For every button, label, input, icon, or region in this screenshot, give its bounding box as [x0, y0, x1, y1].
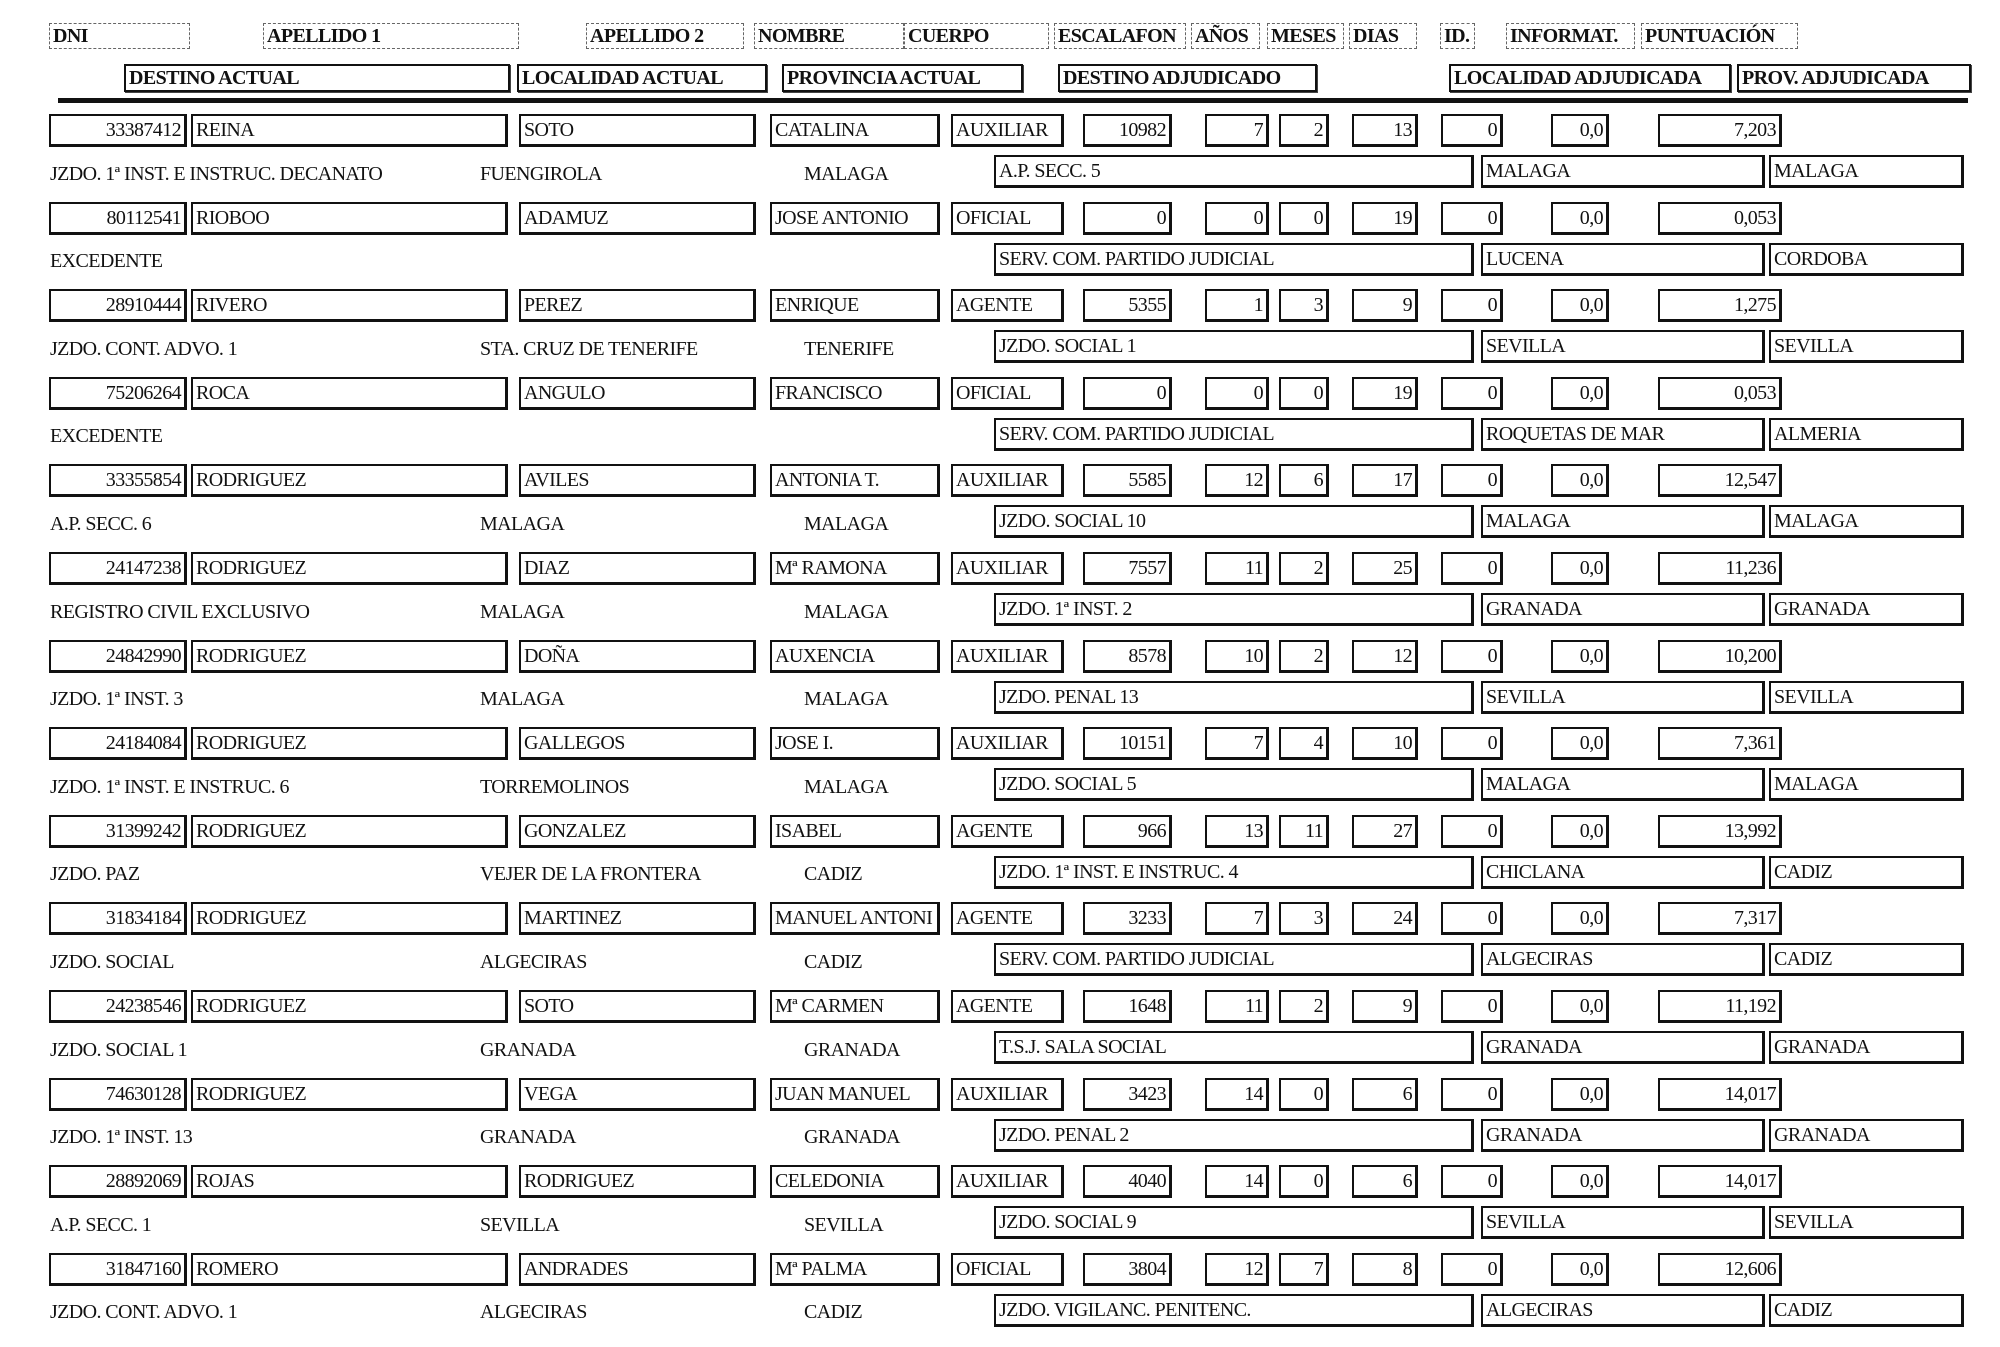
field-localidad-adjudicada: GRANADA: [1481, 1031, 1765, 1064]
field-id: 0: [1441, 727, 1503, 760]
field-apellido1: RIOBOO: [191, 202, 508, 235]
field-dni: 31847160: [49, 1253, 187, 1286]
field-anos: 0: [1205, 377, 1269, 410]
field-provincia-actual: MALAGA: [804, 775, 889, 798]
field-meses: 0: [1279, 202, 1329, 235]
field-provincia-actual: CADIZ: [804, 950, 863, 973]
field-localidad-actual: SEVILLA: [480, 1213, 560, 1236]
field-destino-actual: JZDO. 1ª INST. E INSTRUC. DECANATO: [50, 162, 383, 185]
field-provincia-actual: [801, 245, 981, 278]
field-escalafon: 0: [1083, 202, 1172, 235]
column-header-localidad-adjudicada: LOCALIDAD ADJUDICADA: [1449, 64, 1731, 92]
field-apellido1: RODRIGUEZ: [191, 815, 508, 848]
field-meses: 0: [1279, 1078, 1329, 1111]
field-id: 0: [1441, 289, 1503, 322]
field-destino-adjudicado: A.P. SECC. 5: [994, 155, 1474, 188]
field-id: 0: [1441, 114, 1503, 147]
field-destino-actual: A.P. SECC. 6: [50, 512, 152, 535]
field-cuerpo: AGENTE: [951, 815, 1064, 848]
field-cuerpo: AGENTE: [951, 289, 1064, 322]
field-puntuacion: 0,053: [1658, 377, 1782, 410]
field-provincia-actual: CADIZ: [804, 863, 863, 886]
field-apellido2: SOTO: [519, 114, 756, 147]
field-dias: 6: [1352, 1165, 1418, 1198]
field-nombre: JUAN MANUEL: [770, 1078, 940, 1111]
field-puntuacion: 13,992: [1658, 815, 1782, 848]
field-localidad-actual: [477, 245, 797, 278]
field-destino-actual: JZDO. 1ª INST. 13: [50, 1126, 193, 1149]
field-prov-adjudicada: CADIZ: [1769, 943, 1964, 976]
field-cuerpo: OFICIAL: [951, 1253, 1064, 1286]
field-dias: 19: [1352, 377, 1418, 410]
field-id: 0: [1441, 552, 1503, 585]
field-puntuacion: 7,203: [1658, 114, 1782, 147]
field-apellido2: GONZALEZ: [519, 815, 756, 848]
field-apellido1: RODRIGUEZ: [191, 902, 508, 935]
field-escalafon: 966: [1083, 815, 1172, 848]
field-meses: 3: [1279, 289, 1329, 322]
field-dias: 25: [1352, 552, 1418, 585]
field-destino-adjudicado: SERV. COM. PARTIDO JUDICIAL: [994, 943, 1474, 976]
field-anos: 10: [1205, 640, 1269, 673]
field-dias: 9: [1352, 990, 1418, 1023]
field-apellido1: RODRIGUEZ: [191, 990, 508, 1023]
field-nombre: MANUEL ANTONI: [770, 902, 940, 935]
field-cuerpo: AUXILIAR: [951, 464, 1064, 497]
field-id: 0: [1441, 815, 1503, 848]
field-meses: 11: [1279, 815, 1329, 848]
field-nombre: JOSE I.: [770, 727, 940, 760]
field-anos: 14: [1205, 1165, 1269, 1198]
field-apellido2: ADAMUZ: [519, 202, 756, 235]
field-destino-adjudicado: JZDO. SOCIAL 5: [994, 768, 1474, 801]
field-meses: 0: [1279, 377, 1329, 410]
column-header-cuerpo: CUERPO: [904, 23, 1049, 49]
field-destino-adjudicado: SERV. COM. PARTIDO JUDICIAL: [994, 418, 1474, 451]
field-destino-adjudicado: JZDO. PENAL 13: [994, 681, 1474, 714]
field-provincia-actual: MALAGA: [804, 512, 889, 535]
field-apellido1: RODRIGUEZ: [191, 640, 508, 673]
field-nombre: ENRIQUE: [770, 289, 940, 322]
field-apellido1: ROMERO: [191, 1253, 508, 1286]
field-apellido1: ROJAS: [191, 1165, 508, 1198]
field-anos: 7: [1205, 114, 1269, 147]
field-destino-actual: EXCEDENTE: [50, 250, 163, 273]
column-header-localidad-actual: LOCALIDAD ACTUAL: [517, 64, 767, 92]
field-meses: 2: [1279, 640, 1329, 673]
field-informat: 0,0: [1551, 114, 1609, 147]
field-destino-adjudicado: SERV. COM. PARTIDO JUDICIAL: [994, 243, 1474, 276]
field-escalafon: 3423: [1083, 1078, 1172, 1111]
field-dias: 12: [1352, 640, 1418, 673]
field-destino-actual: JZDO. CONT. ADVO. 1: [50, 337, 238, 360]
field-escalafon: 3233: [1083, 902, 1172, 935]
field-dias: 27: [1352, 815, 1418, 848]
field-cuerpo: AGENTE: [951, 902, 1064, 935]
field-apellido1: RODRIGUEZ: [191, 552, 508, 585]
field-cuerpo: OFICIAL: [951, 377, 1064, 410]
field-id: 0: [1441, 202, 1503, 235]
field-localidad-actual: TORREMOLINOS: [480, 775, 630, 798]
field-dias: 9: [1352, 289, 1418, 322]
field-anos: 7: [1205, 727, 1269, 760]
field-localidad-actual: [477, 420, 797, 453]
field-id: 0: [1441, 1165, 1503, 1198]
field-informat: 0,0: [1551, 990, 1609, 1023]
field-dias: 19: [1352, 202, 1418, 235]
field-puntuacion: 14,017: [1658, 1078, 1782, 1111]
field-nombre: Mª CARMEN: [770, 990, 940, 1023]
field-dni: 24238546: [49, 990, 187, 1023]
field-cuerpo: AUXILIAR: [951, 552, 1064, 585]
field-meses: 3: [1279, 902, 1329, 935]
field-anos: 1: [1205, 289, 1269, 322]
field-localidad-adjudicada: GRANADA: [1481, 593, 1765, 626]
field-prov-adjudicada: CADIZ: [1769, 1294, 1964, 1327]
field-destino-actual: JZDO. 1ª INST. E INSTRUC. 6: [50, 775, 289, 798]
field-dias: 8: [1352, 1253, 1418, 1286]
field-informat: 0,0: [1551, 815, 1609, 848]
field-dias: 17: [1352, 464, 1418, 497]
field-localidad-adjudicada: MALAGA: [1481, 155, 1765, 188]
field-localidad-actual: MALAGA: [480, 688, 565, 711]
field-destino-adjudicado: JZDO. SOCIAL 10: [994, 505, 1474, 538]
column-header-anos: AÑOS: [1191, 23, 1260, 49]
field-cuerpo: OFICIAL: [951, 202, 1064, 235]
field-localidad-adjudicada: ALGECIRAS: [1481, 1294, 1765, 1327]
field-meses: 2: [1279, 990, 1329, 1023]
field-meses: 6: [1279, 464, 1329, 497]
field-anos: 13: [1205, 815, 1269, 848]
field-destino-adjudicado: JZDO. SOCIAL 9: [994, 1206, 1474, 1239]
field-localidad-adjudicada: GRANADA: [1481, 1119, 1765, 1152]
field-destino-adjudicado: JZDO. PENAL 2: [994, 1119, 1474, 1152]
field-apellido1: ROCA: [191, 377, 508, 410]
field-localidad-actual: MALAGA: [480, 600, 565, 623]
field-dni: 31399242: [49, 815, 187, 848]
field-localidad-adjudicada: MALAGA: [1481, 768, 1765, 801]
field-provincia-actual: GRANADA: [804, 1126, 900, 1149]
field-puntuacion: 7,317: [1658, 902, 1782, 935]
field-puntuacion: 12,606: [1658, 1253, 1782, 1286]
field-anos: 7: [1205, 902, 1269, 935]
field-destino-actual: JZDO. PAZ: [50, 863, 140, 886]
field-informat: 0,0: [1551, 1253, 1609, 1286]
field-anos: 12: [1205, 1253, 1269, 1286]
field-informat: 0,0: [1551, 902, 1609, 935]
field-apellido2: SOTO: [519, 990, 756, 1023]
field-nombre: FRANCISCO: [770, 377, 940, 410]
field-localidad-adjudicada: SEVILLA: [1481, 330, 1765, 363]
field-dni: 33387412: [49, 114, 187, 147]
field-apellido2: RODRIGUEZ: [519, 1165, 756, 1198]
field-id: 0: [1441, 464, 1503, 497]
field-apellido2: MARTINEZ: [519, 902, 756, 935]
column-header-id: ID.: [1440, 23, 1475, 49]
field-puntuacion: 1,275: [1658, 289, 1782, 322]
field-informat: 0,0: [1551, 1078, 1609, 1111]
field-informat: 0,0: [1551, 727, 1609, 760]
field-dni: 80112541: [49, 202, 187, 235]
field-prov-adjudicada: SEVILLA: [1769, 1206, 1964, 1239]
field-nombre: CELEDONIA: [770, 1165, 940, 1198]
field-prov-adjudicada: SEVILLA: [1769, 330, 1964, 363]
field-puntuacion: 12,547: [1658, 464, 1782, 497]
field-puntuacion: 11,236: [1658, 552, 1782, 585]
field-localidad-actual: STA. CRUZ DE TENERIFE: [480, 337, 698, 360]
field-anos: 12: [1205, 464, 1269, 497]
field-destino-actual: JZDO. CONT. ADVO. 1: [50, 1301, 238, 1324]
column-header-dias: DIAS: [1349, 23, 1417, 49]
field-nombre: JOSE ANTONIO: [770, 202, 940, 235]
field-informat: 0,0: [1551, 1165, 1609, 1198]
field-id: 0: [1441, 377, 1503, 410]
field-apellido2: PEREZ: [519, 289, 756, 322]
field-anos: 11: [1205, 552, 1269, 585]
field-dni: 31834184: [49, 902, 187, 935]
field-prov-adjudicada: CADIZ: [1769, 856, 1964, 889]
column-header-prov-adjudicada: PROV. ADJUDICADA: [1737, 64, 1971, 92]
field-destino-actual: JZDO. SOCIAL: [50, 950, 174, 973]
field-escalafon: 4040: [1083, 1165, 1172, 1198]
field-provincia-actual: MALAGA: [804, 688, 889, 711]
field-cuerpo: AUXILIAR: [951, 1165, 1064, 1198]
field-apellido1: REINA: [191, 114, 508, 147]
field-nombre: AUXENCIA: [770, 640, 940, 673]
field-apellido2: DOÑA: [519, 640, 756, 673]
field-cuerpo: AUXILIAR: [951, 1078, 1064, 1111]
field-nombre: ANTONIA T.: [770, 464, 940, 497]
field-nombre: Mª PALMA: [770, 1253, 940, 1286]
field-apellido1: RIVERO: [191, 289, 508, 322]
field-localidad-actual: ALGECIRAS: [480, 1301, 587, 1324]
field-apellido2: AVILES: [519, 464, 756, 497]
field-prov-adjudicada: MALAGA: [1769, 155, 1964, 188]
field-provincia-actual: CADIZ: [804, 1301, 863, 1324]
column-header-meses: MESES: [1267, 23, 1344, 49]
field-localidad-adjudicada: ROQUETAS DE MAR: [1481, 418, 1765, 451]
field-localidad-adjudicada: MALAGA: [1481, 505, 1765, 538]
column-header-destino-adjudicado: DESTINO ADJUDICADO: [1058, 64, 1317, 92]
column-header-escalafon: ESCALAFON: [1054, 23, 1186, 49]
field-id: 0: [1441, 1253, 1503, 1286]
field-puntuacion: 14,017: [1658, 1165, 1782, 1198]
field-apellido2: DIAZ: [519, 552, 756, 585]
field-localidad-actual: GRANADA: [480, 1038, 576, 1061]
field-destino-adjudicado: JZDO. 1ª INST. 2: [994, 593, 1474, 626]
field-id: 0: [1441, 990, 1503, 1023]
field-dias: 24: [1352, 902, 1418, 935]
field-cuerpo: AUXILIAR: [951, 114, 1064, 147]
header-divider: [58, 98, 1968, 103]
field-dni: 33355854: [49, 464, 187, 497]
field-escalafon: 3804: [1083, 1253, 1172, 1286]
field-apellido2: ANGULO: [519, 377, 756, 410]
field-puntuacion: 0,053: [1658, 202, 1782, 235]
field-provincia-actual: GRANADA: [804, 1038, 900, 1061]
field-apellido2: GALLEGOS: [519, 727, 756, 760]
field-puntuacion: 7,361: [1658, 727, 1782, 760]
field-destino-actual: JZDO. 1ª INST. 3: [50, 688, 183, 711]
field-escalafon: 5585: [1083, 464, 1172, 497]
column-header-destino-actual: DESTINO ACTUAL: [124, 64, 510, 92]
field-prov-adjudicada: GRANADA: [1769, 1119, 1964, 1152]
field-localidad-actual: VEJER DE LA FRONTERA: [480, 863, 701, 886]
field-meses: 4: [1279, 727, 1329, 760]
field-apellido1: RODRIGUEZ: [191, 727, 508, 760]
field-anos: 11: [1205, 990, 1269, 1023]
field-id: 0: [1441, 1078, 1503, 1111]
field-nombre: Mª RAMONA: [770, 552, 940, 585]
field-prov-adjudicada: MALAGA: [1769, 505, 1964, 538]
field-destino-actual: REGISTRO CIVIL EXCLUSIVO: [50, 600, 310, 623]
field-localidad-actual: GRANADA: [480, 1126, 576, 1149]
field-prov-adjudicada: GRANADA: [1769, 593, 1964, 626]
field-informat: 0,0: [1551, 377, 1609, 410]
field-escalafon: 0: [1083, 377, 1172, 410]
field-informat: 0,0: [1551, 464, 1609, 497]
field-localidad-adjudicada: LUCENA: [1481, 243, 1765, 276]
field-id: 0: [1441, 640, 1503, 673]
field-meses: 2: [1279, 552, 1329, 585]
field-destino-actual: EXCEDENTE: [50, 425, 163, 448]
field-destino-adjudicado: T.S.J. SALA SOCIAL: [994, 1031, 1474, 1064]
field-dni: 24842990: [49, 640, 187, 673]
column-header-apellido1: APELLIDO 1: [263, 23, 519, 49]
field-nombre: ISABEL: [770, 815, 940, 848]
field-escalafon: 10982: [1083, 114, 1172, 147]
field-apellido1: RODRIGUEZ: [191, 1078, 508, 1111]
field-meses: 7: [1279, 1253, 1329, 1286]
field-localidad-adjudicada: SEVILLA: [1481, 681, 1765, 714]
column-header-puntuacion: PUNTUACIÓN: [1641, 23, 1798, 49]
field-dias: 6: [1352, 1078, 1418, 1111]
field-provincia-actual: SEVILLA: [804, 1213, 884, 1236]
field-dni: 28892069: [49, 1165, 187, 1198]
field-escalafon: 7557: [1083, 552, 1172, 585]
field-prov-adjudicada: SEVILLA: [1769, 681, 1964, 714]
field-localidad-actual: FUENGIROLA: [480, 162, 602, 185]
field-localidad-actual: ALGECIRAS: [480, 950, 587, 973]
field-anos: 14: [1205, 1078, 1269, 1111]
field-cuerpo: AGENTE: [951, 990, 1064, 1023]
field-cuerpo: AUXILIAR: [951, 640, 1064, 673]
field-prov-adjudicada: GRANADA: [1769, 1031, 1964, 1064]
field-destino-adjudicado: JZDO. VIGILANC. PENITENC.: [994, 1294, 1474, 1327]
field-destino-adjudicado: JZDO. 1ª INST. E INSTRUC. 4: [994, 856, 1474, 889]
field-localidad-adjudicada: CHICLANA: [1481, 856, 1765, 889]
field-escalafon: 8578: [1083, 640, 1172, 673]
column-header-provincia-actual: PROVINCIA ACTUAL: [782, 64, 1023, 92]
field-provincia-actual: [801, 420, 981, 453]
field-dias: 10: [1352, 727, 1418, 760]
field-provincia-actual: TENERIFE: [804, 337, 894, 360]
field-informat: 0,0: [1551, 202, 1609, 235]
field-escalafon: 5355: [1083, 289, 1172, 322]
field-anos: 0: [1205, 202, 1269, 235]
field-puntuacion: 10,200: [1658, 640, 1782, 673]
field-id: 0: [1441, 902, 1503, 935]
field-dni: 24184084: [49, 727, 187, 760]
column-header-nombre: NOMBRE: [754, 23, 904, 49]
field-meses: 2: [1279, 114, 1329, 147]
field-apellido1: RODRIGUEZ: [191, 464, 508, 497]
field-dni: 28910444: [49, 289, 187, 322]
field-localidad-adjudicada: SEVILLA: [1481, 1206, 1765, 1239]
field-dni: 24147238: [49, 552, 187, 585]
field-apellido2: ANDRADES: [519, 1253, 756, 1286]
field-provincia-actual: MALAGA: [804, 162, 889, 185]
field-cuerpo: AUXILIAR: [951, 727, 1064, 760]
field-nombre: CATALINA: [770, 114, 940, 147]
field-prov-adjudicada: MALAGA: [1769, 768, 1964, 801]
field-dni: 75206264: [49, 377, 187, 410]
field-informat: 0,0: [1551, 640, 1609, 673]
field-destino-adjudicado: JZDO. SOCIAL 1: [994, 330, 1474, 363]
column-header-dni: DNI: [49, 23, 190, 49]
field-escalafon: 1648: [1083, 990, 1172, 1023]
field-apellido2: VEGA: [519, 1078, 756, 1111]
field-provincia-actual: MALAGA: [804, 600, 889, 623]
field-destino-actual: A.P. SECC. 1: [50, 1213, 152, 1236]
field-prov-adjudicada: CORDOBA: [1769, 243, 1964, 276]
field-puntuacion: 11,192: [1658, 990, 1782, 1023]
field-meses: 0: [1279, 1165, 1329, 1198]
column-header-apellido2: APELLIDO 2: [586, 23, 744, 49]
field-dias: 13: [1352, 114, 1418, 147]
field-prov-adjudicada: ALMERIA: [1769, 418, 1964, 451]
column-header-informat: INFORMAT.: [1506, 23, 1635, 49]
field-informat: 0,0: [1551, 289, 1609, 322]
field-escalafon: 10151: [1083, 727, 1172, 760]
field-localidad-actual: MALAGA: [480, 512, 565, 535]
field-informat: 0,0: [1551, 552, 1609, 585]
field-localidad-adjudicada: ALGECIRAS: [1481, 943, 1765, 976]
field-dni: 74630128: [49, 1078, 187, 1111]
field-destino-actual: JZDO. SOCIAL 1: [50, 1038, 187, 1061]
